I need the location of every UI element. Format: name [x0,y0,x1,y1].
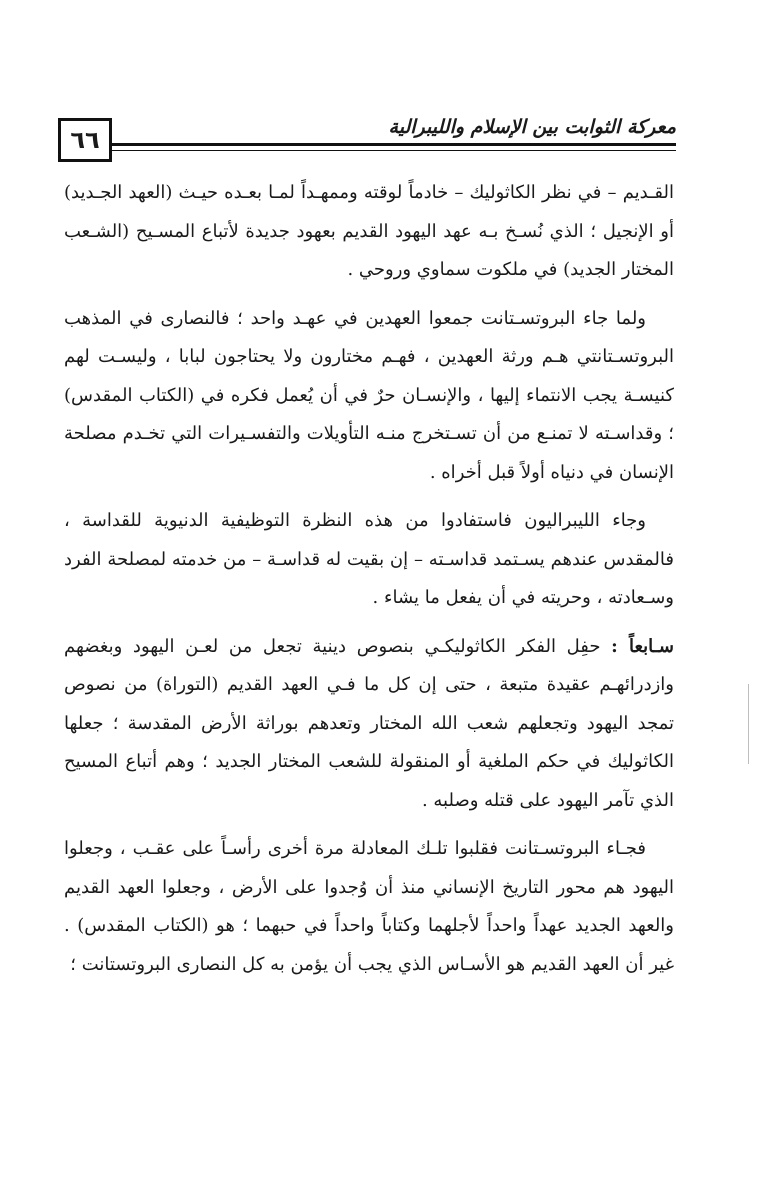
body-text [64,174,674,984]
header-rule-thin [112,150,676,151]
paragraph-text: القـديم – في نظر الكاثوليك – خادماً لوقته وممهـداً لمـا بعـده حيـث (العهد الجـديد) أو الإنجيل ؛ الذي نُسـخ بـه عهد اليهود القديم بعهود جديدة لأتباع المسـيح (الشـعب المختار الجديد) في ملكوت سماوي وروحي . [64,182,674,280]
scan-margin-mark [748,684,749,764]
paragraph-1 [64,174,674,290]
paragraph-3 [64,502,674,618]
running-title: معركة الثوابت بين الإسلام والليبرالية [388,116,676,138]
paragraph-text: فجـاء البروتسـتانت فقلبوا تلـك المعادلة مرة أخرى رأسـاً على عقـب ، وجعلوا اليهود هم محور التاريخ الإنساني منذ أن وُجدوا على الأرض ، وجعلوا العهد القديم والعهد الجديد عهداً واحداً لأجلهما وكتاباً واحداً في حبهما ؛ هو (الكتاب المقدس) . غير أن العهد القديم هو الأسـاس الذي يجب أن يؤمن به كل النصارى البروتستانت ؛ [64,838,674,975]
paragraph-text: وجاء الليبراليون فاستفادوا من هذه النظرة التوظيفية الدنيوية للقداسة ، فالمقدس عندهم يسـتمد قداسـته – إن بقيت له قداسـة – من خدمته لمصلحة الفرد وسـعادته ، وحريته في أن يفعل ما يشاء . [64,510,674,608]
paragraph-text: ولما جاء البروتسـتانت جمعوا العهدين في عهـد واحد ؛ فالنصارى في المذهب البروتسـتانتي هـم ورثة العهدين ، فهـم مختارون ولا يحتاجون لبابا ، وليسـت لهم كنيسـة يجب الانتماء إليها ، والإنسـان حرٌ في أن يُعمل فكره في (الكتاب المقدس) ؛ وقداسـته لا تمنـع من أن تسـتخرج منـه التأويلات والتفسـيرات التي تخـدم مصلحة الإنسان في دنياه أولاً قبل أخراه . [64,307,674,483]
paragraph-text: حفِل الفكر الكاثوليكـي بنصوص دينية تجعل من لعـن اليهود وبغضهم وازدرائهـم عقيدة متبعة ، حتى إن كل ما فـي العهد القديم (التوراة) من نصوص تمجد اليهود وتجعلهم شعب الله المختار وتعدهم بوراثة الأرض المقدسة ؛ جعلها الكاثوليك في حكم الملغية أو المنقولة للشعب المختار الجديد ؛ وهم أتباع المسيح الذي تآمر اليهود على قتله وصلبه . [64,635,674,811]
paragraph-4 [64,628,674,821]
header-rule-thick [112,143,676,146]
paragraph-lead-word: سـابعاً : [611,635,674,657]
page-number: ٦٦ [58,118,112,162]
paragraph-2 [64,300,674,493]
paragraph-5 [64,830,674,984]
